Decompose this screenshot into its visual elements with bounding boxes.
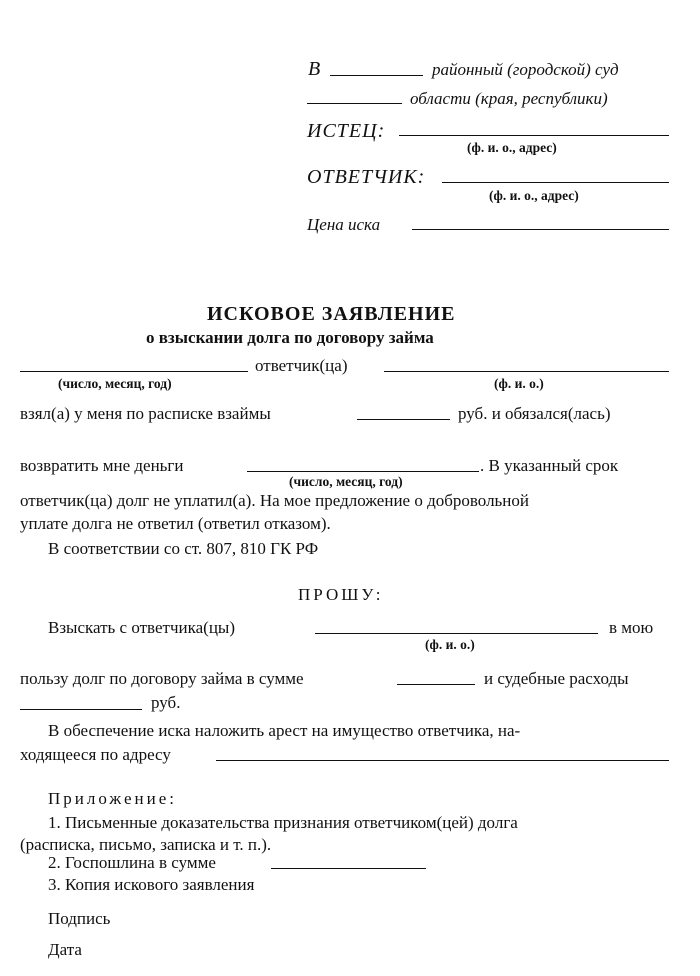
defendant-fio-caption: (ф. и. о.) <box>494 376 544 391</box>
loan-date-line[interactable] <box>20 371 248 372</box>
attachments-heading: Приложение: <box>48 789 177 808</box>
defendant-line[interactable] <box>442 182 669 183</box>
costs-rub-text: руб. <box>151 693 181 712</box>
debt-unpaid-text: ответчик(ца) долг не уплатил(а). На мое предложение о добровольной <box>20 491 530 510</box>
attachment-1-line1: 1. Письменные доказательства признания ответчиком(цей) долга <box>48 813 518 832</box>
court-name-line[interactable] <box>330 75 423 76</box>
loan-amount-line[interactable] <box>357 419 450 420</box>
loan-date-caption: (число, месяц, год) <box>58 376 172 391</box>
signature-label: Подпись <box>48 909 111 928</box>
in-my-text: в мою <box>609 618 654 637</box>
document-title: ИСКОВОЕ ЗАЯВЛЕНИЕ <box>207 303 456 325</box>
property-address-line[interactable] <box>216 760 669 761</box>
defendant-fio-line[interactable] <box>384 371 669 372</box>
court-prefix: В <box>308 58 322 80</box>
attachment-2: 2. Госпошлина в сумме <box>48 853 216 872</box>
debtor-fio-line[interactable] <box>315 633 598 634</box>
region-suffix: области (края, республики) <box>410 89 608 108</box>
favor-debt-text: пользу долг по договору займа в сумме <box>20 669 304 688</box>
return-date-line[interactable] <box>247 471 479 472</box>
deadline-text: . В указанный срок <box>480 456 619 475</box>
court-costs-text: и судебные расходы <box>484 669 629 688</box>
claim-price-label: Цена иска <box>307 215 381 234</box>
collect-from-text: Взыскать с ответчика(цы) <box>48 618 235 637</box>
attachment-3: 3. Копия искового заявления <box>48 875 255 894</box>
rub-obliged-text: руб. и обязался(лась) <box>458 404 611 423</box>
return-date-caption: (число, месяц, год) <box>289 474 403 489</box>
plaintiff-line[interactable] <box>399 135 669 136</box>
debt-sum-line[interactable] <box>397 684 475 685</box>
court-suffix: районный (городской) суд <box>432 60 619 79</box>
return-money-text: возвратить мне деньги <box>20 456 184 475</box>
took-loan-text: взял(а) у меня по расписке взаймы <box>20 404 271 423</box>
plaintiff-label: ИСТЕЦ: <box>307 120 386 142</box>
defendant-caption: (ф. и. о., адрес) <box>489 188 579 203</box>
defendant-word: ответчик(ца) <box>255 356 348 375</box>
debtor-fio-caption: (ф. и. о.) <box>425 637 475 652</box>
date-label: Дата <box>48 940 82 959</box>
region-name-line[interactable] <box>307 103 402 104</box>
request-heading: ПРОШУ: <box>298 585 384 604</box>
attachment-1-line2: (расписка, письмо, записка и т. п.). <box>20 835 272 854</box>
plaintiff-caption: (ф. и. о., адрес) <box>467 140 557 155</box>
defendant-label: ОТВЕТЧИК: <box>307 166 426 188</box>
state-fee-line[interactable] <box>271 868 426 869</box>
court-costs-line[interactable] <box>20 709 142 710</box>
law-reference-text: В соответствии со ст. 807, 810 ГК РФ <box>48 539 319 558</box>
claim-price-line[interactable] <box>412 229 669 230</box>
seizure-text: В обеспечение иска наложить арест на имущество ответчика, на- <box>48 721 521 740</box>
document-subtitle: о взыскании долга по договору займа <box>146 328 434 347</box>
located-at-text: ходящееся по адресу <box>20 745 171 764</box>
no-answer-text: уплате долга не ответил (ответил отказом). <box>20 514 331 533</box>
